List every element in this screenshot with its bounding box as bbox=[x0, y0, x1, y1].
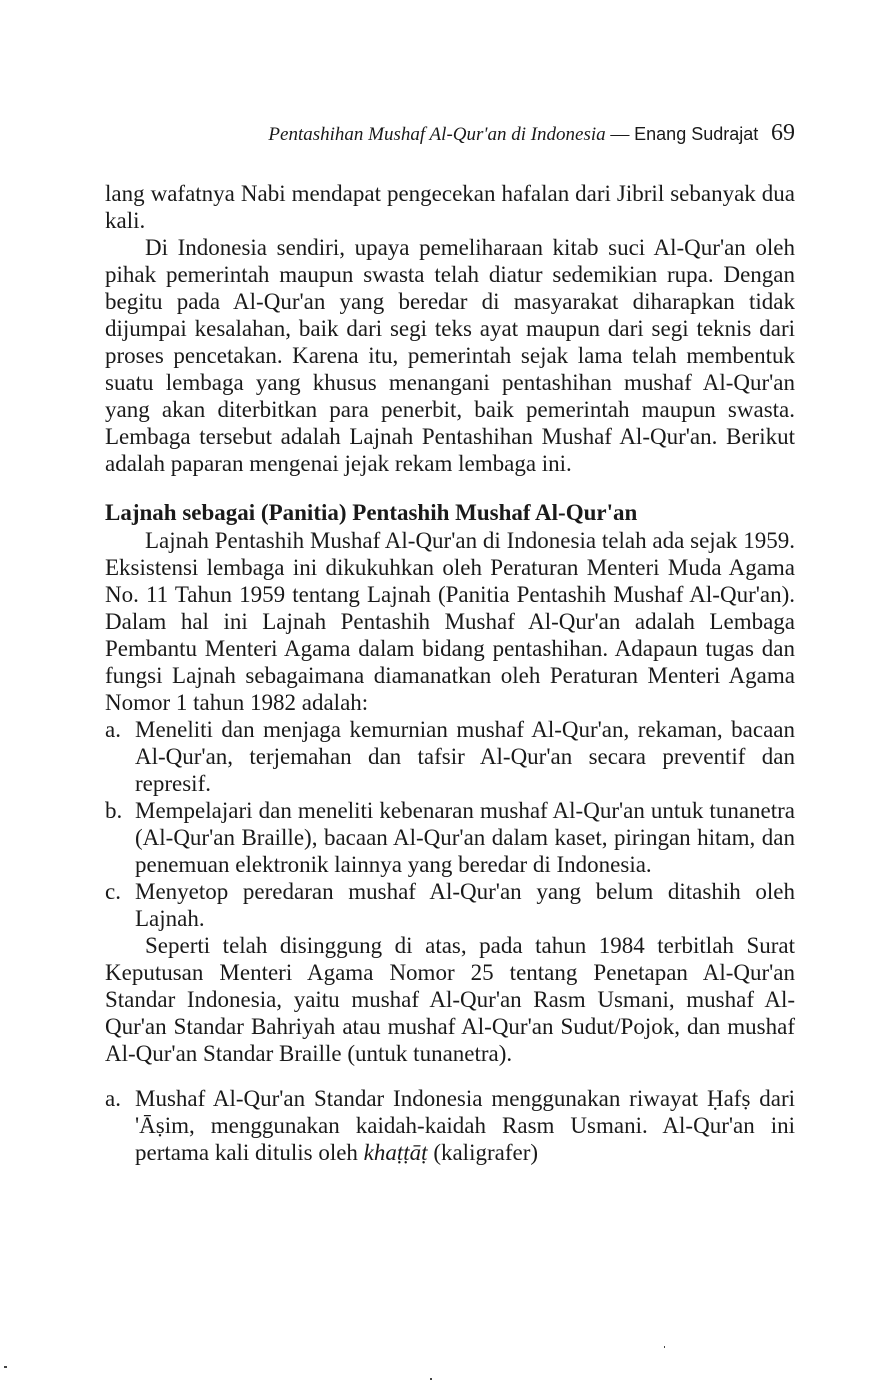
list-marker: b. bbox=[105, 798, 123, 823]
list-marker: c. bbox=[105, 879, 121, 904]
list-item-text bbox=[135, 1085, 795, 1166]
header-dash: — bbox=[610, 124, 630, 145]
scan-speck bbox=[4, 1366, 7, 1368]
list-item-text: Meneliti dan menjaga kemurnian mushaf Al-Qur'an, rekaman, bacaan Al-Qur'an, terjemahan dan tafsir Al-Qur'an secara preventif dan represif. bbox=[135, 717, 795, 796]
list-marker: a. bbox=[105, 717, 121, 742]
running-header bbox=[200, 120, 795, 147]
section-intro: Lajnah Pentashih Mushaf Al-Qur'an di Indonesia telah ada sejak 1959. Eksistensi lembaga ini dikukuhkan oleh Peraturan Menteri Muda Agama No. 11 Tahun 1959 tentang Lajnah (Panitia Pentashih Mushaf Al-Qur'an). Dalam hal ini Lajnah Pentashih Mushaf Al-Qur'an adalah Lembaga Pembantu Menteri Agama dalam bidang pentashihan. Adapaun tugas dan fungsi Lajnah sebagaimana diamanatkan oleh Peraturan Menteri Agama Nomor 1 tahun 1982 adalah: bbox=[105, 528, 795, 715]
section-heading: Lajnah sebagai (Panitia) Pentashih Mushaf Al-Qur'an bbox=[105, 500, 638, 525]
header-title: Pentashihan Mushaf Al-Qur'an di Indonesia bbox=[268, 124, 606, 145]
list-item bbox=[105, 878, 795, 932]
page-body bbox=[105, 180, 795, 1166]
scan-speck bbox=[430, 1378, 432, 1380]
header-author: Enang Sudrajat bbox=[634, 124, 759, 144]
list-text-after: (kaligrafer) bbox=[427, 1140, 539, 1165]
scan-speck bbox=[664, 1346, 665, 1348]
list-item-text: Mempelajari dan meneliti kebenaran mushaf Al-Qur'an untuk tunanetra (Al-Qur'an Braille), bacaan Al-Qur'an dalam kaset, piringan hitam, dan penemuan elektronik lainnya yang beredar di Indonesia. bbox=[135, 798, 795, 877]
list-item bbox=[105, 1085, 795, 1166]
list-item bbox=[105, 797, 795, 878]
list-text-before: Mushaf Al-Qur'an Standar Indonesia menggunakan riwayat Ḥafṣ dari 'Āṣim, menggunakan kaidah-kaidah Rasm Usmani. Al-Qur'an ini pertama kali ditulis oleh bbox=[135, 1086, 795, 1165]
task-list bbox=[105, 716, 795, 932]
emphasized-term: khaṭṭāṭ bbox=[363, 1140, 428, 1165]
standard-mushaf-list bbox=[105, 1085, 795, 1166]
list-item-text: Menyetop peredaran mushaf Al-Qur'an yang belum ditashih oleh Lajnah. bbox=[135, 879, 795, 931]
paragraph-after-list: Seperti telah disinggung di atas, pada tahun 1984 terbitlah Surat Keputusan Menteri Agama Nomor 25 tentang Penetapan Al-Qur'an Standar Indonesia, yaitu mushaf Al-Qur'an Rasm Usmani, mushaf Al-Qur'an Standar Bahriyah atau mushaf Al-Qur'an Sudut/Pojok, dan mushaf Al-Qur'an Standar Braille (untuk tunanetra). bbox=[105, 933, 795, 1066]
page-number: 69 bbox=[771, 120, 795, 146]
paragraph-1: lang wafatnya Nabi mendapat pengecekan hafalan dari Jibril sebanyak dua kali. bbox=[105, 181, 795, 233]
paragraph-2: Di Indonesia sendiri, upaya pemeliharaan kitab suci Al-Qur'an oleh pihak pemerintah maupun swasta telah diatur sedemikian rupa. Dengan begitu pada Al-Qur'an yang beredar di masyarakat diharapkan tidak dijumpai kesalahan, baik dari segi teks ayat maupun dari segi teknis dari proses pencetakan. Karena itu, pemerintah sejak lama telah membentuk suatu lembaga yang khusus menangani pentashihan mushaf Al-Qur'an yang akan diterbitkan para penerbit, baik pemerintah maupun swasta. Lembaga tersebut adalah Lajnah Pentashihan Mushaf Al-Qur'an. Berikut adalah paparan mengenai jejak rekam lembaga ini. bbox=[105, 235, 795, 476]
list-marker: a. bbox=[105, 1086, 121, 1111]
list-item bbox=[105, 716, 795, 797]
